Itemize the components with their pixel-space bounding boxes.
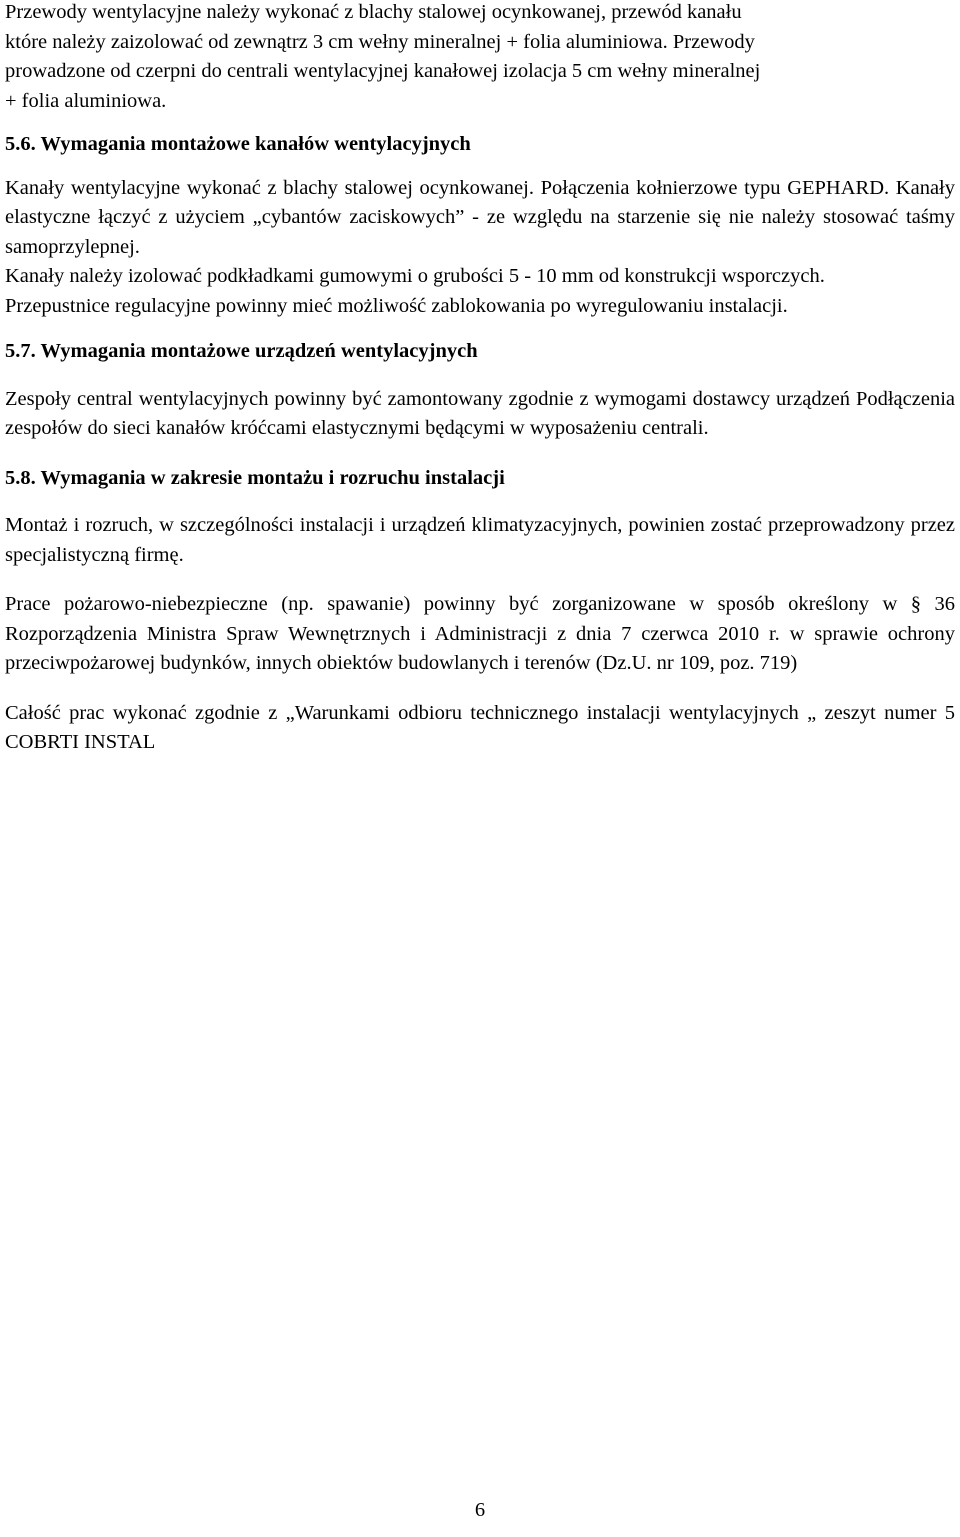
intro-line-3: prowadzone od czerpni do centrali wentylacyjnej kanałowej izolacja 5 cm wełny mineralnej bbox=[5, 60, 761, 82]
intro-line-2: które należy zaizolować od zewnątrz 3 cm wełny mineralnej + folia aluminiowa. Przewody bbox=[5, 30, 755, 53]
section-5-6-paragraph-1: Kanały wentylacyjne wykonać z blachy stalowej ocynkowanej. Połączenia kołnierzowe typu GEPHARD. Kanały elastyczne łączyć z użyciem „cybantów zaciskowych” - ze względu na starzenie się nie należy stosować taśmy samoprzylepnej. bbox=[5, 176, 955, 258]
intro-line-1: Przewody wentylacyjne należy wykonać z blachy stalowej ocynkowanej, przewód kanału bbox=[5, 1, 742, 23]
section-5-8-paragraph-3: Całość prac wykonać zgodnie z „Warunkami odbioru technicznego instalacji wentylacyjnych „ zeszyt numer 5 COBRTI INSTAL bbox=[5, 701, 955, 753]
intro-paragraph bbox=[5, 0, 955, 116]
document-page bbox=[5, 0, 955, 758]
section-5-7-paragraph-1: Zespoły central wentylacyjnych powinny być zamontowany zgodnie z wymogami dostawcy urządzeń Podłączenia zespołów do sieci kanałów króćcami elastycznymi będącymi w wyposażeniu centrali. bbox=[5, 387, 955, 439]
section-5-6-heading: 5.6. Wymagania montażowe kanałów wentylacyjnych bbox=[5, 133, 471, 155]
section-5-8-paragraph-1: Montaż i rozruch, w szczególności instalacji i urządzeń klimatyzacyjnych, powinien zostać przeprowadzony przez specjalistyczną firmę. bbox=[5, 514, 955, 566]
intro-line-4: + folia aluminiowa. bbox=[5, 89, 167, 112]
page-number: 6 bbox=[474, 1499, 486, 1521]
section-5-6-paragraph-3: Przepustnice regulacyjne powinny mieć możliwość zablokowania po wyregulowaniu instalacji. bbox=[5, 294, 788, 317]
section-5-8-paragraph-2: Prace pożarowo-niebezpieczne (np. spawanie) powinny być zorganizowane w sposób określony w § 36 Rozporządzenia Ministra Spraw Wewnętrznych i Administracji z dnia 7 czerwca 2010 r. w sprawie ochrony przeciwpożarowej budynków, innych obiektów budowlanych i terenów (Dz.U. nr 109, poz. 719) bbox=[5, 593, 955, 674]
section-5-8-heading: 5.8. Wymagania w zakresie montażu i rozruchu instalacji bbox=[5, 466, 505, 489]
section-5-7-heading: 5.7. Wymagania montażowe urządzeń wentylacyjnych bbox=[5, 340, 478, 362]
section-5-6-paragraph-2: Kanały należy izolować podkładkami gumowymi o grubości 5 - 10 mm od konstrukcji wsporczych. bbox=[5, 265, 825, 287]
